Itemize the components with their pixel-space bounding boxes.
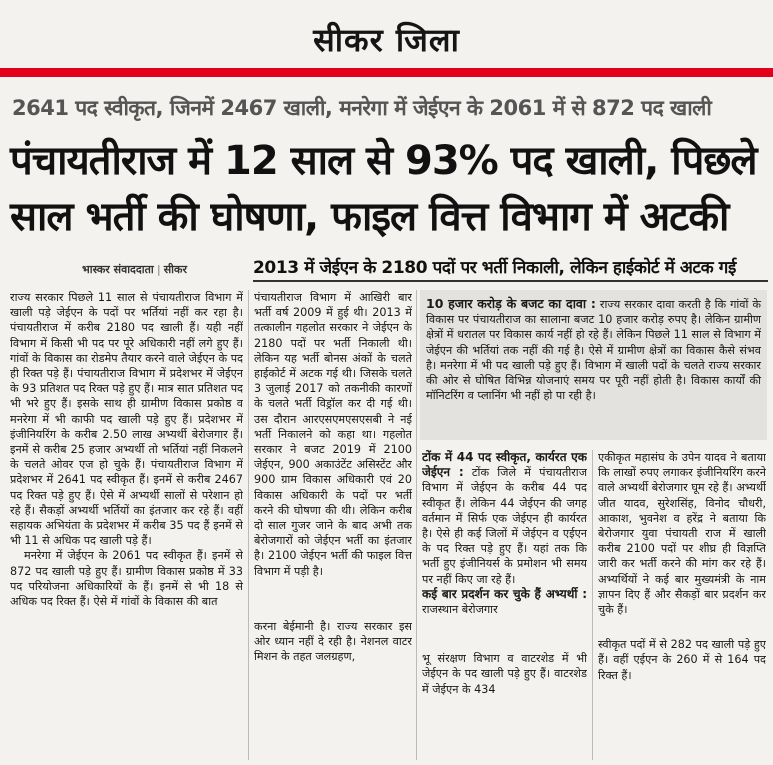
article-column-3: [422, 450, 587, 760]
tonk-lead: टोंक में 44 पद स्वीकृत, कार्यरत एक जेईएन :: [422, 450, 587, 480]
section-title: सीकर जिला: [313, 21, 460, 59]
byline-source: भास्कर संवाददाता: [82, 263, 154, 276]
protest-text: राजस्थान बेरोजगार: [422, 603, 498, 617]
kicker: 2641 पद स्वीकृत, जिनमें 2467 खाली, मनरेगा में जेईएन के 2061 में से 872 पद खाली: [12, 96, 712, 120]
headline-line-2: साल भर्ती की घोषणा, फाइल वित्त विभाग में अटकी: [10, 194, 729, 240]
article-column-1: [10, 290, 243, 760]
tonk-text: टोंक जिले में पंचायतीराज विभाग में जेईएन के करीब 44 पद स्वीकृत हैं। लेकिन 44 जेईएन की जगह वर्तमान में सिर्फ एक जेईएन ही कार्यरत है। ऐसे ही कई जिलों में जेईएन व एईएन के पद रिक्त पड़े हुए हैं। यहां तक कि भर्ती हुए इंजीनियर्स के प्रमोशन भी समय पर नहीं किए जा रहे हैं।: [422, 466, 587, 586]
protest-lead: कई बार प्रदर्शन कर चुके हैं अभ्यर्थी :: [422, 586, 587, 601]
col4-paragraph-2: स्वीकृत पदों में से 282 पद खाली पड़े हुए हैं। वहीं एईएन के 260 में से 164 पद रिक्त हैं।: [598, 638, 766, 682]
byline-separator: |: [156, 263, 161, 276]
byline: [82, 262, 187, 277]
budget-text: राज्य सरकार दावा करती है कि गांवों के विकास पर पंचायतीराज का सालाना बजट 10 हजार करोड़ रुपए है। लेकिन ग्रामीण क्षेत्रों में धरातल पर विकास कार्य नहीं हो रहे हैं। लेकिन पिछले 11 साल से विभाग में जेईएन की भर्तियां तक नहीं की गई है। ऐसे में ग्रामीण क्षेत्रों का विकास कैसे संभव है। मनरेगा में भी पद खाली पड़े हुए हैं। विभाग में खाली पदों के चलते राज्य सरकार की ओर से घोषित विभिन्न योजनाएं समय पर पूरी नहीं होती है। विकास कार्यों की मॉनिटरिंग व प्लानिंग भी नहीं हो पा रही है।: [426, 298, 761, 403]
col3-paragraph-2: भू संरक्षण विभाग व वाटरशेड में भी जेईएन के पद खाली पड़े हुए हैं। वाटरशेड में जेईएन के 434: [422, 652, 587, 696]
column-divider-2: [416, 290, 417, 760]
col2-paragraph-2: करना बेईमानी है। राज्य सरकार इस ओर ध्यान नहीं दे रही है। नेशनल वाटर मिशन के तहत जलग्रहण,: [254, 619, 412, 664]
col1-paragraph-2: मनरेगा में जेईएन के 2061 पद स्वीकृत हैं। इनमें से 872 पद खाली पड़े हुए हैं। ग्रामीण विकास प्रकोष्ठ में 33 पद परियोजना अधिकारियों के हैं। इनमें से भी 18 से अधिक पद रिक्त हैं। ऐसे में गांवों के विकास की बात: [10, 549, 243, 609]
subhead: 2013 में जेईएन के 2180 पदों पर भर्ती निकाली, लेकिन हाईकोर्ट में अटक गई: [253, 258, 736, 278]
budget-heading: 10 हजार करोड़ के बजट का दावा :: [426, 296, 596, 311]
byline-place: सीकर: [163, 263, 187, 276]
col1-paragraph-1: राज्य सरकार पिछले 11 साल से पंचायतीराज विभाग में खाली पड़े जेईएन के पदों पर भर्तियां नहीं कर रहा है। पंचायतीराज में करीब 2180 पद खाली हैं। यही नहीं विभाग में किसी भी पद पर पूरे अधिकारी नहीं लगे हुए हैं। गांवों के विकास का रोडमेप तैयार करने वाले जेईएन के पद ही रिक्त पड़े हैं। पंचायतीराज विभाग में प्रदेशभर में जेईएन के 93 प्रतिशत पद रिक्त पड़े हुए हैं। मात्र सात प्रतिशत पद भी भरे हुए हैं। इसके साथ ही ग्रामीण विकास प्रकोष्ठ व मनरेगा में भी काफी पद खाली पड़े हुए हैं। प्रदेशभर में इंजीनियरिंग के करीब 2.50 लाख अभ्यर्थी बेरोजगार हैं। इनमें से करीब 25 हजार अभ्यर्थी तो भर्तियां नहीं निकलने के चलते ओवर एज हो चुके हैं। पंचायतीराज विभाग में प्रदेशभर में 2641 पद स्वीकृत हैं। इनमें से करीब 2467 पद रिक्त पड़े हुए हैं। ऐसे में अभ्यर्थी सालों से परेशान हो रहे हैं। सैकड़ों अभ्यर्थी भर्तियों का इंतजार कर रहे हैं। वहीं सहायक अभियंता के प्रदेशभर में करीब 35 पद हैं इनमें से भी 11 से अधिक पद खाली पड़े हैं।: [10, 291, 243, 548]
col2-paragraph-1: पंचायतीराज विभाग में आखिरी बार भर्ती वर्ष 2009 में हुई थी। 2013 में तत्कालीन गहलोत सरकार ने जेईएन के 2180 पदों पर भर्ती निकाली थी। लेकिन यह भर्ती बोनस अंकों के चलते हाईकोर्ट में अटक गई थी। जिसके चलते 3 जुलाई 2017 को तकनीकी कारणों के चलते भर्ती विड्रॉल कर दी गई थी। उस दौरान आरएसएमएसएसबी ने नई भर्ती निकालने को कहा था। गहलोत सरकार ने बजट 2019 में 2100 जेईएन, 900 अकाउंटेंट असिस्टेंट और 900 ग्राम विकास अधिकारी एवं 20 विकास अधिकारी के पदों पर भर्ती करने की घोषणा की थी। लेकिन करीब दो साल गुजर जाने के बाद अभी तक बेरोजगारों को जेईएन भर्ती का इंतजार है। 2100 जेईएन भर्ती की फाइल वित्त विभाग में पड़ी है।: [254, 291, 412, 578]
article-column-4: [598, 450, 766, 760]
column-divider-3: [592, 450, 593, 760]
article-column-2: [254, 290, 412, 760]
budget-box: [420, 290, 767, 440]
header-red-rule: [0, 68, 773, 77]
headline-line-1: पंचायतीराज में 12 साल से 93% पद खाली, पिछले: [10, 138, 757, 184]
column-divider-1: [248, 290, 249, 760]
headline: [10, 133, 765, 245]
subhead-rule: [253, 280, 768, 282]
col4-paragraph-1: एकीकृत महासंघ के उपेन यादव ने बताया कि लाखों रुपए लगाकर इंजीनियरिंग करने वाले अभ्यर्थी बेरोजगार घूम रहे हैं। अभ्यर्थी जीत यादव, सुरेशसिंह, विनोद चौधरी, आकाश, भुवनेश व हरेंद्र ने बताया कि बेरोजगार युवा पंचायती राज में खाली करीब 2100 पदों पर शीघ्र ही विज्ञप्ति जारी कर भर्ती करने की मांग कर रहे हैं। अभ्यर्थियों ने कई बार मुख्यमंत्री के नाम ज्ञापन दिए हैं और सैकड़ों बार प्रदर्शन कर चुके हैं।: [598, 451, 766, 617]
section-header: [0, 0, 773, 68]
